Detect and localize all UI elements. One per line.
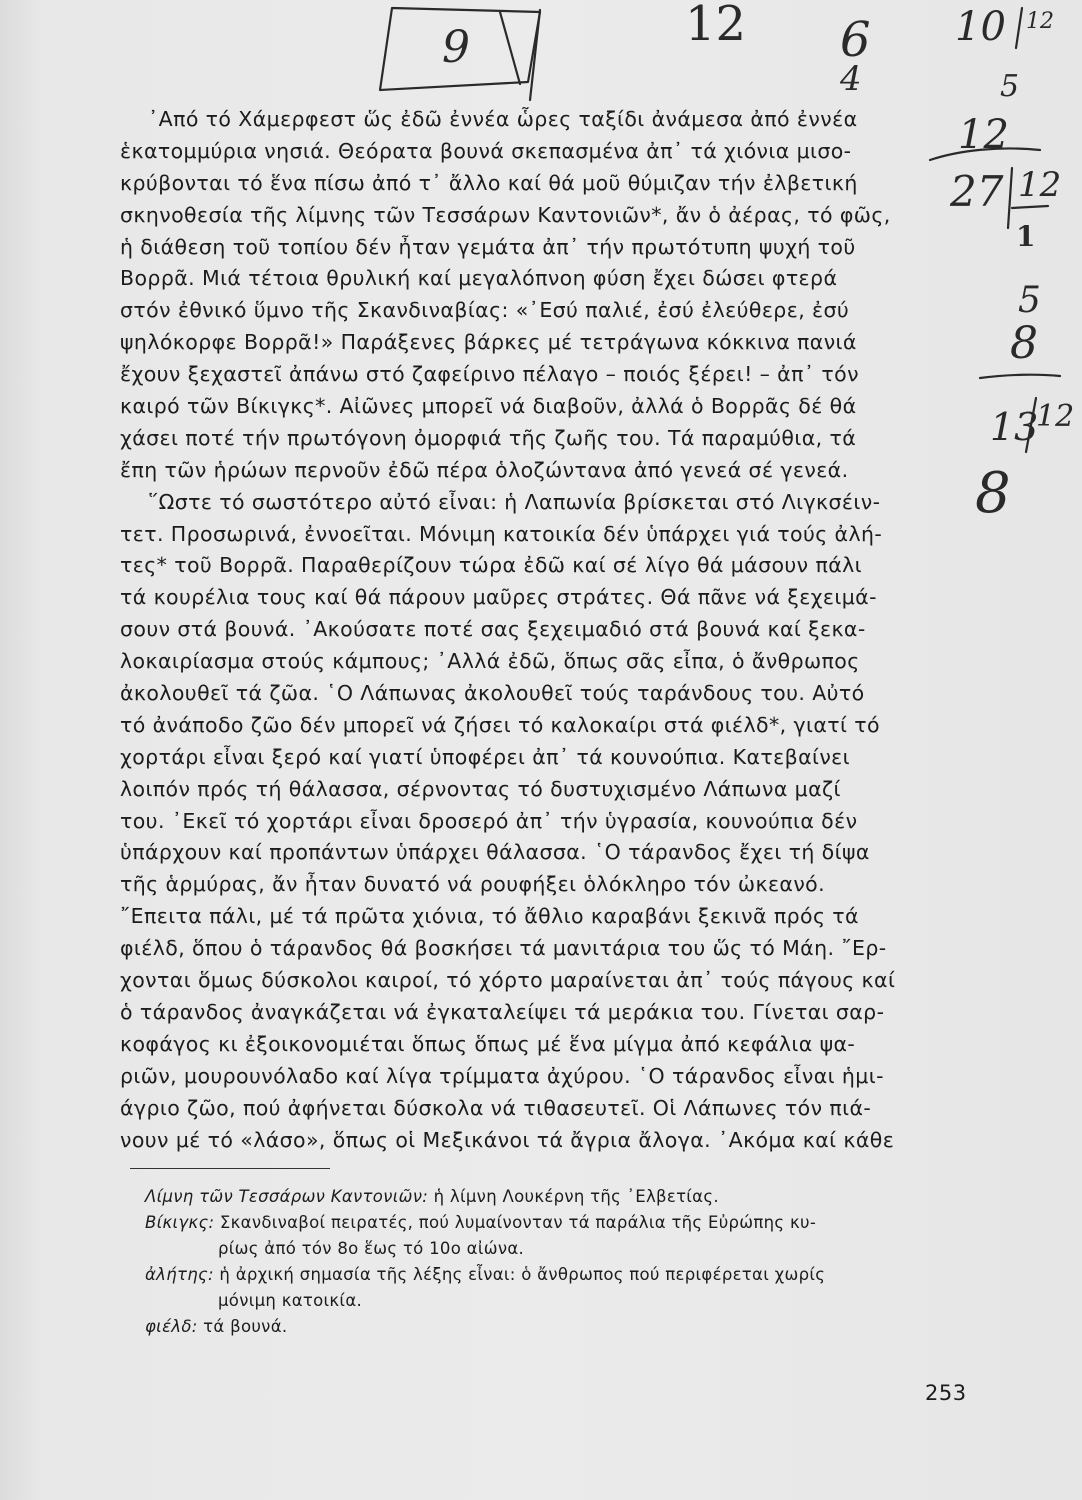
handwritten-number: 6	[840, 12, 871, 68]
text-line: λοκαιρίασμα στούς κάμπους; ᾿Αλλά ἐδῶ, ὅπως σᾶς εἶπα, ὁ ἄνθρωπος	[120, 649, 860, 674]
text-line: κρύβονται τό ἕνα πίσω ἀπό τ᾿ ἄλλο καί θά μοῦ θύμιζαν τήν ἐλβετική	[120, 170, 858, 195]
footnotes	[145, 1184, 975, 1340]
text-line: νουν μέ τό «λάσο», ὅπως οἱ Μεξικάνοι τά ἄγρια ἄλογα. ᾿Ακόμα καί κάθε	[120, 1127, 895, 1152]
footnote-term: φιέλδ:	[145, 1317, 198, 1336]
text-line: τό ἀνάποδο ζῶο δέν μπορεῖ νά ζήσει τό καλοκαίρι στά φιέλδ*, γιατί τό	[120, 712, 880, 737]
footnote-text: τά βουνά.	[203, 1317, 288, 1336]
main-text	[120, 104, 950, 1156]
handwritten-number: 13	[990, 405, 1039, 449]
text-line: τες* τοῦ Βορρᾶ. Παραθερίζουν τώρα ἐδῶ καί σέ λίγο θά μάσουν πάλι	[120, 553, 862, 578]
text-line: ἔχουν ξεχαστεῖ ἀπάνω στό ζαφείρινο πέλαγο – ποιός ξέρει! – ἀπ᾿ τόν	[120, 362, 859, 387]
text-line: σκηνοθεσία τῆς λίμνης τῶν Τεσσάρων Καντονιῶν*, ἄν ὁ ἀέρας, τό φῶς,	[120, 202, 891, 227]
footnote-divider	[130, 1168, 330, 1169]
footnote	[145, 1262, 975, 1314]
text-line: τῆς ἁρμύρας, ἄν ἦταν δυνατό νά ρουφήξει ὁλόκληρο τόν ὠκεανό.	[120, 872, 826, 897]
footnote	[145, 1210, 975, 1262]
text-line: ᾿Από τό Χάμερφεστ ὥς ἐδῶ ἐννέα ὧρες ταξίδι ἀνάμεσα ἀπό ἐννέα	[148, 107, 858, 131]
handwritten-number: 8	[975, 461, 1011, 526]
text-line: ψηλόκορφε Βορρᾶ!» Παράξενες βάρκες μέ τετράγωνα κόκκινα πανιά	[120, 330, 857, 355]
text-line: στόν ἐθνικό ὕμνο τῆς Σκανδιναβίας: «᾿Εσύ παλιέ, ἐσύ ἐλεύθερε, ἐσύ	[120, 298, 850, 323]
footnote-term: Βίκιγκς:	[145, 1213, 215, 1232]
footnote-continuation: μόνιμη κατοικία.	[218, 1291, 363, 1310]
text-line: χονται ὅμως δύσκολοι καιροί, τό χόρτο μαραίνεται ἀπ᾿ τούς πάγους καί	[120, 968, 896, 993]
footnote-term: ἀλήτης:	[145, 1265, 214, 1284]
text-line: ἀκολουθεῖ τά ζῶα. ῾Ο Λάπωνας ἀκολουθεῖ τούς ταράνδους του. Αὐτό	[120, 681, 865, 706]
handwritten-number: 12	[1018, 165, 1062, 205]
text-line: φιέλδ, ὅπου ὁ τάρανδος θά βοσκήσει τά μανιτάρια του ὥς τό Μάη. ῎Ερ-	[120, 936, 887, 961]
text-line: Βορρᾶ. Μιά τέτοια θρυλική καί μεγαλόπνοη φύση ἔχει δώσει φτερά	[120, 266, 838, 291]
text-line: ὑπάρχουν καί προπάντων ὑπάρχει θάλασσα. ῾Ο τάρανδος ἔχει τή δίψα	[120, 840, 870, 865]
text-line: χάσει ποτέ τήν πρωτόγονη ὀμορφιά τῆς ζωῆς του. Τά παραμύθια, τά	[120, 425, 857, 450]
text-line: ῎Επειτα πάλι, μέ τά πρῶτα χιόνια, τό ἄθλιο καραβάνι ξεκινᾶ πρός τά	[120, 904, 859, 929]
text-line: ριῶν, μουρουνόλαδο καί λίγα τρίμματα ἀχύρου. ῾Ο τάρανδος εἶναι ἡμι-	[120, 1063, 884, 1088]
footnote-text: ἡ λίμνη Λουκέρνη τῆς ᾿Ελβετίας.	[433, 1187, 719, 1206]
text-line: καιρό τῶν Βίκιγκς*. Αἰῶνες μπορεῖ νά διαβοῦν, ἀλλά ὁ Βορρᾶς δέ θά	[120, 394, 857, 419]
handwritten-number: 5	[1000, 69, 1020, 104]
text-line: λοιπόν πρός τή θάλασσα, σέρνοντας τό δυστυχισμένο Λάπωνα μαζί	[120, 776, 841, 801]
text-line: ἡ διάθεση τοῦ τοπίου δέν ἦταν γεμάτα ἀπ᾿ τήν πρωτότυπη ψυχή τοῦ	[120, 234, 856, 259]
text-line: ἑκατομμύρια νησιά. Θεόρατα βουνά σκεπασμένα ἀπ᾿ τά χιόνια μισο-	[120, 138, 852, 163]
handwritten-number: 4	[840, 59, 862, 99]
footnote-text: Σκανδιναβοί πειρατές, πού λυμαίνονταν τά παράλια τῆς Εὐρώπης κυ-	[219, 1213, 817, 1232]
handwritten-number: 1	[1016, 220, 1036, 253]
text-line: του. ᾿Εκεῖ τό χορτάρι εἶναι δροσερό ἀπ᾿ τήν ὑγρασία, κουνούπια δέν	[120, 808, 858, 833]
text-line: ἔπη τῶν ἡρώων περνοῦν ἐδῶ πέρα ὁλοζώντανα ἀπό γενεά σέ γενεά.	[120, 457, 849, 482]
footnote	[145, 1184, 975, 1210]
handwritten-box-number: 9	[442, 22, 470, 73]
handwritten-number: 8	[1010, 318, 1038, 369]
page-number: 253	[925, 1381, 967, 1405]
footnote-continuation: ρίως ἀπό τόν 8ο ἕως τό 10ο αἰώνα.	[218, 1239, 525, 1258]
text-line: ῞Ωστε τό σωστότερο αὐτό εἶναι: ἡ Λαπωνία βρίσκεται στό Λιγκσέιν-	[148, 489, 881, 514]
text-line: κοφάγος κι ἐξοικονομιέται ὅπως ὅπως μέ ἕνα μίγμα ἀπό κεφάλια ψα-	[120, 1031, 856, 1056]
footnote-text: ἡ ἀρχική σημασία τῆς λέξης εἶναι: ὁ ἄνθρωπος πού περιφέρεται χωρίς	[219, 1265, 826, 1284]
text-line: τετ. Προσωρινά, ἐννοεῖται. Μόνιμη κατοικία δέν ὑπάρχει γιά τούς ἀλή-	[120, 521, 883, 546]
handwritten-number: 5	[1018, 280, 1041, 321]
text-line: τά κουρέλια τους καί θά πάρουν μαῦρες στράτες. Θά πᾶνε νά ξεχειμά-	[120, 585, 877, 610]
handwritten-number: 10	[955, 4, 1006, 50]
footnote	[145, 1314, 975, 1340]
footnote-term: Λίμνη τῶν Τεσσάρων Καντονιῶν:	[145, 1187, 429, 1206]
handwritten-number: 12	[1036, 399, 1075, 434]
handwritten-number: 27	[950, 167, 1004, 216]
handwritten-number: 12	[958, 112, 1009, 158]
handwritten-number: 12	[685, 0, 747, 52]
text-line: άγριο ζῶο, πού ἀφήνεται δύσκολα νά τιθασευτεῖ. Οἱ Λάπωνες τόν πιά-	[120, 1095, 872, 1120]
text-line: σουν στά βουνά. ᾿Ακούσατε ποτέ σας ξεχειμαδιό στά βουνά καί ξεκα-	[120, 617, 866, 642]
text-line: ὁ τάρανδος ἀναγκάζεται νά ἐγκαταλείψει τά μεράκια του. Γίνεται σαρ-	[120, 999, 885, 1024]
text-line: χορτάρι εἶναι ξερό καί γιατί ὑποφέρει ἀπ᾿ τά κουνούπια. Κατεβαίνει	[120, 744, 850, 769]
handwritten-number: 12	[1026, 9, 1054, 34]
